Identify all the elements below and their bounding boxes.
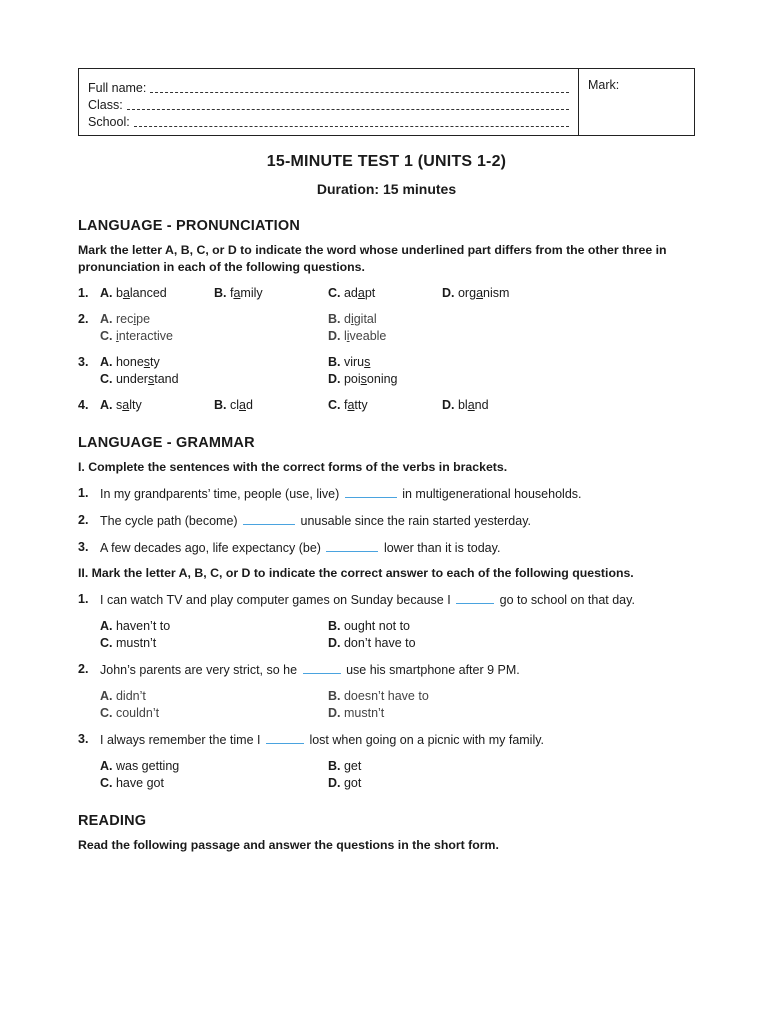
- option-b[interactable]: B. clad: [214, 398, 253, 412]
- reading-heading: READING: [78, 813, 147, 829]
- question-options: [100, 311, 695, 345]
- option-b[interactable]: B. get: [328, 759, 362, 773]
- option-b[interactable]: B. virus: [328, 355, 371, 369]
- option-c[interactable]: C. fatty: [328, 398, 368, 412]
- answer-blank[interactable]: [266, 731, 304, 744]
- question-number: 3.: [78, 540, 89, 554]
- option-c[interactable]: C. have got: [100, 776, 164, 790]
- mark-box: [579, 69, 694, 135]
- reading-instruction: Read the following passage and answer the questions in the short form.: [78, 838, 499, 852]
- grammar-heading: LANGUAGE - GRAMMAR: [78, 435, 255, 451]
- option-c[interactable]: C. interactive: [100, 329, 173, 343]
- question-number: 1.: [78, 486, 89, 500]
- question-number: 2.: [78, 513, 89, 527]
- option-c[interactable]: C. mustn’t: [100, 636, 157, 650]
- class-label: Class:: [88, 98, 123, 112]
- option-d[interactable]: D. got: [328, 776, 362, 790]
- option-d[interactable]: D. mustn’t: [328, 706, 385, 720]
- question-number: 2.: [78, 662, 89, 676]
- option-d[interactable]: D. organism: [442, 286, 510, 300]
- question-number: 2.: [78, 312, 89, 326]
- mark-label: Mark:: [588, 78, 620, 92]
- option-c[interactable]: C. understand: [100, 372, 179, 386]
- mcq-options: [100, 618, 695, 652]
- question-number: 1.: [78, 592, 89, 606]
- school-line: [88, 112, 569, 129]
- full-name-line: [88, 78, 569, 95]
- option-b[interactable]: B. digital: [328, 312, 377, 326]
- option-a[interactable]: A. didn’t: [100, 689, 146, 703]
- pronunciation-instruction: Mark the letter A, B, C, or D to indicate the word whose underlined part differs from the other three in pronunciation in each of the following questions.: [78, 243, 667, 274]
- option-c[interactable]: C. adapt: [328, 286, 376, 300]
- option-b[interactable]: B. ought not to: [328, 619, 411, 633]
- pronunciation-heading: LANGUAGE - PRONUNCIATION: [78, 218, 301, 234]
- pronunciation-question: [78, 311, 695, 345]
- option-a[interactable]: A. was getting: [100, 759, 180, 773]
- pronunciation-question: [78, 397, 695, 414]
- grammar-part1-instruction: I. Complete the sentences with the correct forms of the verbs in brackets.: [78, 460, 508, 474]
- mcq-options: [100, 688, 695, 722]
- option-d[interactable]: D. poisoning: [328, 372, 398, 386]
- answer-blank[interactable]: [456, 591, 494, 604]
- verb-form-question: 1. In my grandparents’ time, people (use, live) in multigenerational households.: [78, 486, 582, 501]
- answer-blank[interactable]: [345, 485, 397, 498]
- test-title: 15-MINUTE TEST 1 (UNITS 1-2): [266, 153, 507, 170]
- full-name-label: Full name:: [88, 81, 147, 95]
- question-number: 3.: [78, 355, 89, 369]
- question-number: 1.: [78, 286, 89, 300]
- grammar-part2-instruction: II. Mark the letter A, B, C, or D to indicate the correct answer to each of the following questions.: [78, 566, 634, 580]
- answer-blank[interactable]: [326, 539, 378, 552]
- option-b[interactable]: B. family: [214, 286, 263, 300]
- pronunciation-question: [78, 285, 695, 302]
- class-line: [88, 95, 569, 112]
- student-info-box: [78, 68, 695, 136]
- answer-blank[interactable]: [243, 512, 295, 525]
- option-a[interactable]: A. recipe: [100, 312, 151, 326]
- question-options: [100, 397, 695, 414]
- class-blank[interactable]: [127, 100, 569, 110]
- mcq-question: 1. I can watch TV and play computer games on Sunday because I go to school on that day.: [78, 592, 635, 607]
- option-c[interactable]: C. couldn’t: [100, 706, 160, 720]
- option-d[interactable]: D. liveable: [328, 329, 387, 343]
- worksheet: [78, 68, 695, 854]
- question-options: [100, 285, 695, 302]
- mcq-question: 2. John’s parents are very strict, so he use his smartphone after 9 PM.: [78, 662, 520, 677]
- verb-form-question: 2. The cycle path (become) unusable since the rain started yesterday.: [78, 513, 531, 528]
- school-label: School:: [88, 115, 130, 129]
- student-details: [79, 69, 579, 135]
- school-blank[interactable]: [134, 117, 569, 127]
- option-a[interactable]: A. salty: [100, 398, 142, 412]
- option-b[interactable]: B. doesn’t have to: [328, 689, 429, 703]
- mcq-options: [100, 758, 695, 792]
- option-a[interactable]: A. honesty: [100, 355, 160, 369]
- option-a[interactable]: A. balanced: [100, 286, 167, 300]
- answer-blank[interactable]: [303, 661, 341, 674]
- option-d[interactable]: D. don’t have to: [328, 636, 416, 650]
- mcq-question: 3. I always remember the time I lost when going on a picnic with my family.: [78, 732, 545, 747]
- option-a[interactable]: A. haven’t to: [100, 619, 171, 633]
- question-number: 4.: [78, 398, 89, 412]
- question-number: 3.: [78, 732, 89, 746]
- option-d[interactable]: D. bland: [442, 398, 489, 412]
- test-duration: Duration: 15 minutes: [316, 181, 457, 197]
- pronunciation-question: [78, 354, 695, 388]
- verb-form-question: 3. A few decades ago, life expectancy (be) lower than it is today.: [78, 540, 501, 555]
- full-name-blank[interactable]: [150, 83, 569, 93]
- question-options: [100, 354, 695, 388]
